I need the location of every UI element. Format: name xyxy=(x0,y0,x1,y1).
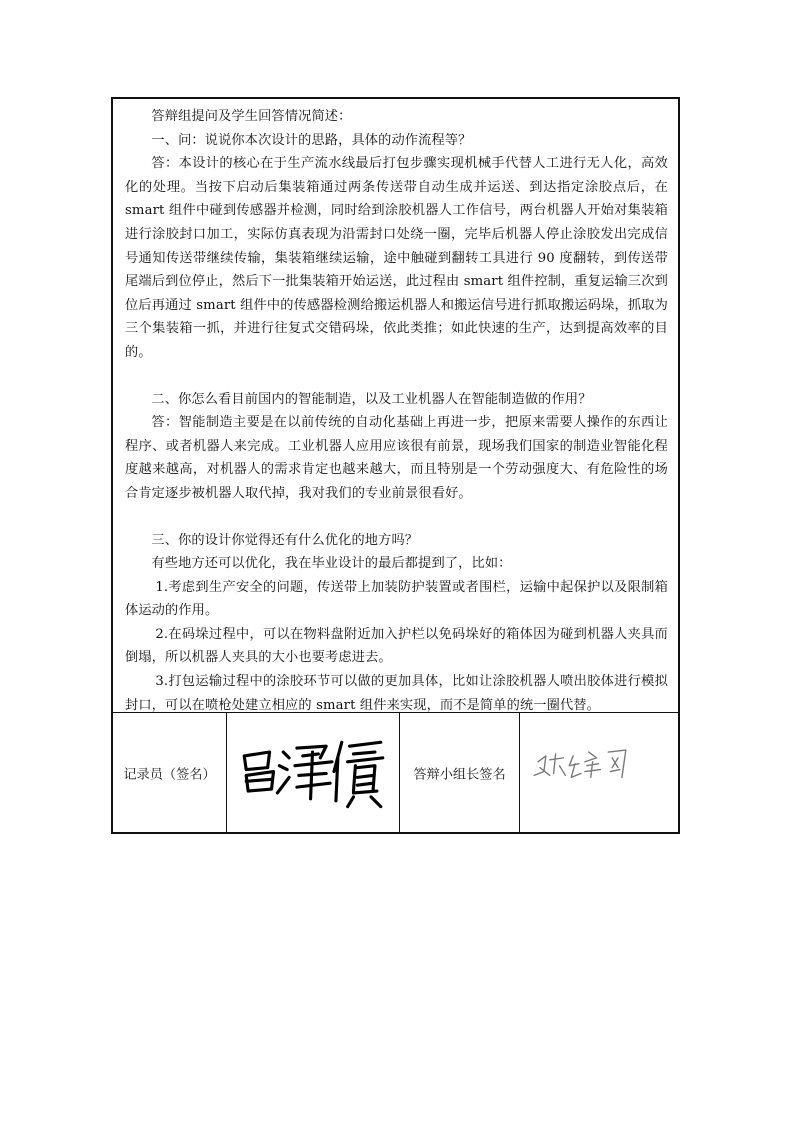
leader-label: 答辩小组长签名 xyxy=(413,767,506,782)
answer-3-item-3: 3.打包运输过程中的涂胶环节可以做的更加具体，比如让涂胶机器人喷出胶体进行模拟封口，可以在喷枪处建立相应的 smart 组件来实现，而不是简单的统一圈代替。 xyxy=(125,674,668,713)
qa-record-form xyxy=(111,97,680,834)
question-3: 三、你的设计你觉得还有什么优化的地方吗？ xyxy=(151,532,419,548)
question-2: 二、你怎么看目前国内的智能制造，以及工业机器人在智能制造做的作用？ xyxy=(151,391,592,407)
spacer xyxy=(125,506,668,529)
leader-signature xyxy=(520,713,678,832)
answer-3-item-1: 1.考虑到生产安全的问题，传送带上加装防护装置或者围栏，运输中起保护以及限制箱体运动的作用。 xyxy=(125,579,668,619)
recorder-label-cell xyxy=(113,713,226,832)
answer-3-item-2: 2.在码垛过程中，可以在物料盘附近加入护栏以免码垛好的箱体因为碰到机器人夹具而倒塌，所以机器人夹具的大小也要考虑进去。 xyxy=(125,626,668,666)
recorder-signature xyxy=(227,713,399,832)
recorder-signature-cell xyxy=(226,713,399,832)
answer-1: 答：本设计的核心在于生产流水线最后打包步骤实现机械手代替人工进行无人化，高效化的处理。当按下启动后集装箱通过两条传送带自动生成并运送、到达指定涂胶点后，在 smart 组件中碰到传感器并检测，同时给到涂胶机器人工作信号，两台机器人开始对集装箱进行涂胶封口加工，实际仿真表现为沿需封口处绕一圈，完毕后机器人停止涂胶发出完成信号通知传送带继续传输，集装箱继续运输，途中触碰到翻转工具进行 90 度翻转，到传送带尾端后到位停止，然后下一批集装箱开始运送，此过程由 smart 组件控制，重复运输三次到位后再通过 smart 组件中的传感器检测给搬运机器人和搬运信号进行抓取搬运码垛，抓取为三个集装箱一抓，并进行往复式交错码垛，依此类推；如此快速的生产，达到提高效率的目的。 xyxy=(125,156,668,360)
answer-2: 答：智能制造主要是在以前传统的自动化基础上再进一步，把原来需要人操作的东西让程序、或者机器人来完成。工业机器人应用应该很有前景，现场我们国家的制造业智能化程度越来越高，对机器人的需求肯定也越来越大，而且特别是一个劳动强度大、有危险性的场合肯定逐步被机器人取代掉，我对我们的专业前景很看好。 xyxy=(125,415,668,501)
qa-content xyxy=(113,99,678,712)
intro-heading: 答辩组提问及学生回答情况简述： xyxy=(151,109,352,124)
spacer xyxy=(125,365,668,388)
leader-signature-cell xyxy=(519,713,678,832)
recorder-label: 记录员（签名） xyxy=(123,767,216,782)
question-1: 一、问：说说你本次设计的思路，具体的动作流程等？ xyxy=(151,132,472,148)
answer-3-intro: 有些地方还可以优化，我在毕业设计的最后都提到了，比如： xyxy=(151,556,512,572)
leader-label-cell xyxy=(399,713,519,832)
signature-row xyxy=(113,712,678,832)
